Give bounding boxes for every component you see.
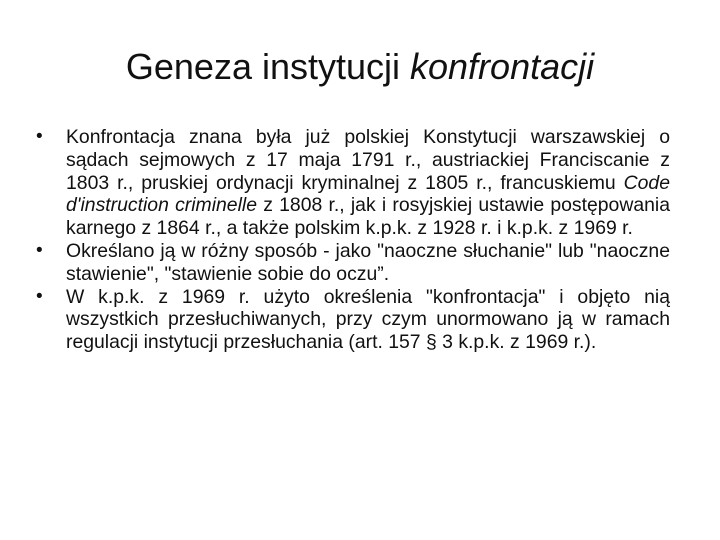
bullet-text-part: Konfrontacja znana była już polskiej Konstytucji warszawskiej o sądach sejmowych z 17 maja 1791 r., austriackiej Franciscanie z 1803 r., pruskiej ordynacji kryminalnej z 1805 r., francuskiemu	[66, 126, 670, 194]
bullet-icon: •	[36, 239, 43, 261]
slide-title-italic: konfrontacji	[410, 46, 595, 87]
bullet-text: W k.p.k. z 1969 r. użyto określenia "konfrontacja" i objęto nią wszystkich przesłuchiwanych, przy czym unormowano ją w ramach regulacji instytucji przesłuchania (art. 157 § 3 k.p.k. z 1969 r.).	[66, 285, 670, 354]
slide-title-plain: Geneza instytucji	[125, 46, 411, 87]
bullet-list	[36, 126, 670, 354]
bullet-text-part: z 1808 r., jak i rosyjskiej ustawie postępowania karnego z 1864 r., a także polskim k.p.k. z 1928 r. i k.p.k. z 1969 r.	[66, 194, 670, 240]
bullet-icon: •	[36, 285, 43, 307]
bullet-icon: •	[36, 126, 43, 147]
bullet-item-kpk-1969	[36, 286, 670, 354]
bullet-text: Określano ją w różny sposób - jako "naoczne słuchanie" lub "naoczne stawienie", "stawienie sobie do oczu”.	[66, 239, 670, 285]
bullet-text	[66, 126, 670, 239]
slide-title	[0, 44, 720, 90]
bullet-text-italic: Code d'instruction criminelle	[66, 171, 670, 217]
bullet-item-naming	[36, 240, 670, 286]
bullet-item-history	[36, 126, 670, 240]
